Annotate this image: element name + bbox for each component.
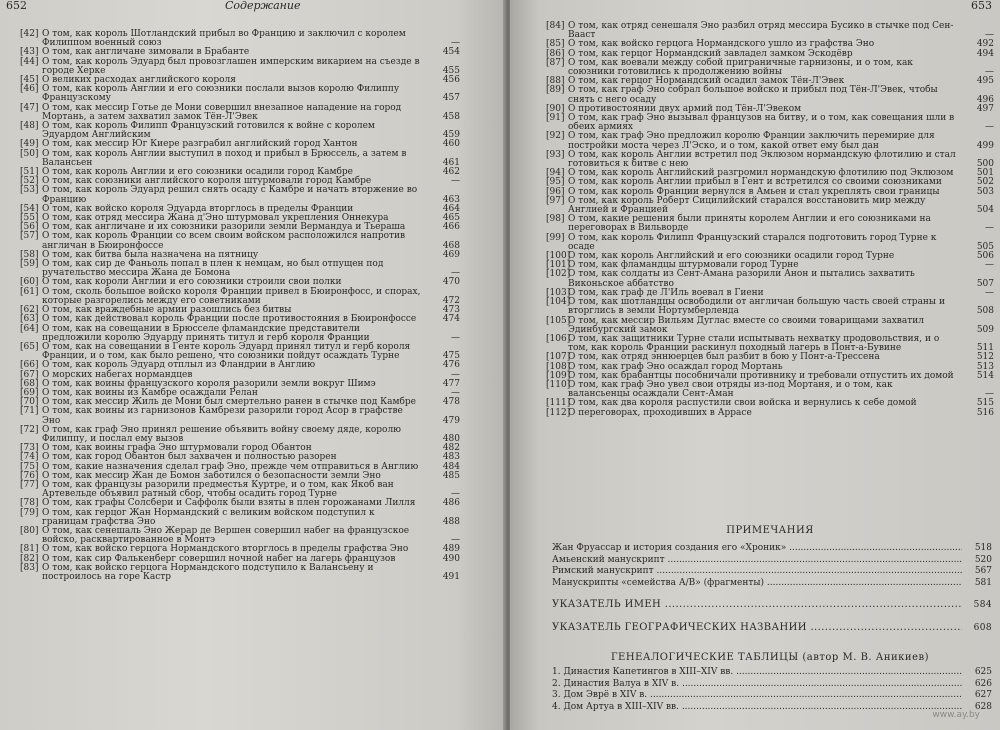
toc-entry-title: О том, как мессир Готье де Мони совершил внезапное нападение на город Мортань, а затем захватил замок Тён-Л'Эвек <box>42 102 402 122</box>
toc-entry-page: 484 <box>442 461 460 472</box>
toc-entry-page: 469 <box>442 249 460 260</box>
toc-entry-page: 457 <box>442 93 460 104</box>
genealogy-entry <box>552 690 992 702</box>
notes-list <box>552 543 992 589</box>
toc-entry-title: О том, как воины графа Эно штурмовали город Обантон <box>42 443 312 454</box>
toc-entry-number: [105] <box>546 315 571 326</box>
toc-entry-number: [55] <box>20 213 39 224</box>
toc-entry-number: [101] <box>546 260 571 271</box>
toc-entry <box>546 234 994 252</box>
note-entry <box>552 578 992 590</box>
toc-entry-title: О том, как битва была назначена на пятницу <box>42 249 259 260</box>
toc-entry-page: — <box>451 387 460 398</box>
toc-entry-page: 492 <box>976 39 994 50</box>
toc-entry-number: [46] <box>20 84 39 95</box>
toc-entry-title: О том, как король Англии встретил под Эклюзом нормандскую флотилию и стал готовиться к битве с нею <box>568 149 956 170</box>
toc-entry-page: — <box>985 122 994 133</box>
genealogy-entry-title: 3. Дом Эврё в XIV в. ..... <box>552 690 962 702</box>
toc-entry-page: 508 <box>976 306 994 317</box>
toc-entry-page: 515 <box>976 398 994 409</box>
toc-entry <box>546 22 994 40</box>
toc-entry-page: 483 <box>442 452 460 463</box>
toc-entry-title: О великих расходах английского короля <box>42 75 236 86</box>
genealogy-entry <box>552 679 992 691</box>
toc-entry-number: [44] <box>20 56 39 67</box>
toc-entry-title: О том, как герцог Нормандский завладел замком Эскодёвр <box>568 48 853 59</box>
note-entry-page: 520 <box>974 554 992 565</box>
toc-entry-number: [102] <box>546 269 571 280</box>
toc-entry-page: 482 <box>442 443 460 454</box>
toc-entry-number: [110] <box>546 379 571 390</box>
toc-entry-page: — <box>985 30 994 41</box>
toc-entry-title: О том, как король Филипп Французский старался подготовить город Турне к осаде <box>568 232 937 252</box>
toc-entry-title: О том, как воины из Камбре осаждали Релан <box>42 387 258 398</box>
toc-entry-number: [45] <box>20 75 39 86</box>
toc-entry <box>546 151 994 169</box>
toc-entry-page: — <box>451 489 460 500</box>
toc-entry-number: [51] <box>20 167 39 178</box>
genealogy-entry-page: 627 <box>974 690 992 700</box>
index-of-names-page: 584 <box>973 600 992 610</box>
toc-entry-page: 511 <box>976 343 994 354</box>
toc-entry-number: [88] <box>546 76 565 87</box>
toc-entry-number: [78] <box>20 498 39 509</box>
toc-entry <box>546 197 994 215</box>
toc-entry-number: [94] <box>546 168 565 179</box>
toc-entry-number: [92] <box>546 131 565 142</box>
toc-entry <box>546 298 994 316</box>
toc-entry <box>546 335 994 353</box>
toc-entry-title: О том, как граф де Л'Иль воевал в Гиени <box>568 287 764 298</box>
toc-entry-page: 479 <box>442 415 460 426</box>
toc-entry-number: [77] <box>20 479 39 490</box>
toc-entry-title: О том, как враждебные армии разошлись без битвы <box>42 305 292 316</box>
toc-entry-number: [82] <box>20 553 39 564</box>
toc-entry-number: [91] <box>546 113 565 124</box>
toc-entry <box>20 325 460 343</box>
toc-entry-page: — <box>451 176 460 187</box>
toc-entry-title: О том, как король Филипп Французский готовился к войне с королем Эдуардом Английским <box>42 121 375 141</box>
toc-entry-number: [75] <box>20 461 39 472</box>
toc-entry-title: О том, как воины из гарнизонов Камбрези разорили город Асор в графстве Эно <box>42 406 403 426</box>
index-of-places <box>552 622 992 634</box>
toc-entry-title: О том, как король Английский и его союзники осадили город Турне <box>568 251 895 262</box>
toc-entry-title: О том, как действовал король Франции после противостояния в Бюиронфоссе <box>42 314 417 325</box>
toc-entry-page: 480 <box>442 433 460 444</box>
watermark: www.ay.by <box>932 710 980 720</box>
toc-entry-title: О том, как король Англии и его союзники послали вызов королю Филиппу Французскому <box>42 84 400 104</box>
toc-entry-title: О том, как два короля распустили свои войска и вернулись к себе домой <box>568 398 917 409</box>
toc-entry-title: О том, как союзники английского короля штурмовали город Камбре <box>42 176 372 187</box>
toc-entry-number: [72] <box>20 424 39 435</box>
toc-entry-page: 473 <box>442 305 460 316</box>
toc-entry <box>20 186 460 204</box>
toc-entry-title: О том, как сенешаль Эно Жерар де Вершен совершил набег на французское войско, расквартированное в Монтэ <box>42 525 410 546</box>
toc-entry <box>546 215 994 233</box>
toc-entry-number: [73] <box>20 443 39 454</box>
toc-entry-number: [66] <box>20 360 39 371</box>
toc-entry-title: О том, как мессир Юг Киере разграбил английский город Хантон <box>42 139 358 150</box>
toc-entry-page: — <box>451 535 460 546</box>
toc-entry-number: [90] <box>546 103 565 114</box>
index-of-names-label: УКАЗАТЕЛЬ ИМЕН ..... <box>552 599 962 611</box>
toc-entry-page: 485 <box>442 470 460 481</box>
toc-entry <box>20 407 460 425</box>
toc-entry-number: [100] <box>546 251 571 262</box>
toc-entry-page: 496 <box>976 94 994 105</box>
toc-entry-number: [50] <box>20 148 39 159</box>
toc-entry-page: 460 <box>442 139 460 150</box>
toc-entry-title: О том, как брабантцы пособничали противнику и требовали отпустить их домой <box>568 370 954 381</box>
toc-entry <box>546 270 994 288</box>
toc-entry <box>20 85 460 103</box>
toc-entry-page: — <box>985 389 994 400</box>
toc-entry-page: 500 <box>976 159 994 170</box>
toc-entry-title: О том, как войско короля Эдуарда вторглось в пределы Франции <box>42 203 354 214</box>
toc-entry-number: [59] <box>20 259 39 270</box>
toc-entry-title: О том, как король Эдуард был провозглашен имперским викарием на съезде в городе Херке <box>42 56 420 76</box>
toc-entry <box>20 564 460 582</box>
toc-entry-page: 477 <box>442 378 460 389</box>
genealogy-heading: ГЕНЕАЛОГИЧЕСКИЕ ТАБЛИЦЫ (автор М. В. Аникиев) <box>610 652 930 663</box>
toc-entry-page: 516 <box>976 407 994 418</box>
note-entry-page: 518 <box>974 543 992 553</box>
note-entry-page: 567 <box>974 566 992 576</box>
toc-entry-title: О том, как отряд сенешаля Эно разбил отряд мессира Бусико в стычке под Сен-Вааст <box>568 21 954 41</box>
toc-entry-page: 454 <box>442 47 460 58</box>
toc-entry-title: О том, какие назначения сделал граф Эно, прежде чем отправиться в Англию <box>42 461 419 472</box>
toc-entry-page: 459 <box>442 130 460 141</box>
toc-entry-number: [86] <box>546 48 565 59</box>
toc-entry-page: — <box>985 287 994 298</box>
toc-entry-number: [109] <box>546 370 571 381</box>
toc-entry-title: О том, как короли Англии и его союзники строили свои полки <box>42 277 342 288</box>
toc-entry-title: О том, как графы Солсбери и Саффолк были взяты в плен горожанами Лилля <box>42 498 416 509</box>
toc-entry-number: [85] <box>546 39 565 50</box>
toc-entry-title: О том, как король Эдуард решил снять осаду с Камбре и начать вторжение во Францию <box>42 185 418 205</box>
toc-entry-title: О том, как французы разорили предместья Куртре, и о том, как Якоб ван Артевельде объявил ратный сбор, чтобы осадить город Турне <box>42 479 394 500</box>
toc-entry-title: О том, как герцог Нормандский осадил замок Тён-Л'Эвек <box>568 76 845 87</box>
toc-entry-page: 463 <box>442 194 460 205</box>
toc-entry-title: О том, как король Англии прибыл в Гент и встретился со своими союзниками <box>568 177 942 188</box>
toc-entry-number: [103] <box>546 287 571 298</box>
toc-entry-title: О том, как отряд эннюерцев был разбит в бою у Понт-а-Трессена <box>568 352 880 363</box>
toc-entry <box>20 150 460 168</box>
toc-entry-title: О том, как солдаты из Сент-Амана разорили Анон и пытались захватить Виконьское аббатство <box>568 269 915 289</box>
toc-entry-title: О том, как на совещании в Брюсселе фламандские представители предложили королю Эдуарду принять титул и герб короля Франции <box>42 323 370 343</box>
toc-entry-title: О том, как англичане зимовали в Брабанте <box>42 47 250 58</box>
toc-entry-number: [79] <box>20 507 39 518</box>
toc-entry-number: [49] <box>20 139 39 150</box>
toc-entry-number: [83] <box>20 562 39 573</box>
toc-entry-number: [64] <box>20 323 39 334</box>
toc-entry-title: О том, как граф Эно увел свои отряды из-под Мортаня, и о том, как валансьенцы осаждали Сент-Аман <box>568 379 893 400</box>
toc-entry-page: — <box>985 223 994 234</box>
toc-entry-title: О том, как граф Эно собрал большое войско и прибыл под Тён-Л'Эвек, чтобы снять с него осаду <box>568 85 938 105</box>
toc-entry-number: [93] <box>546 149 565 160</box>
toc-entry-number: [69] <box>20 387 39 398</box>
toc-entry <box>20 58 460 76</box>
toc-entry-number: [54] <box>20 203 39 214</box>
toc-entry-page: — <box>451 268 460 279</box>
note-entry <box>552 543 992 555</box>
toc-entry-title: О том, как воины французского короля разорили земли вокруг Шимэ <box>42 378 376 389</box>
genealogy-entry-page: 626 <box>974 678 992 689</box>
toc-entry-page: 512 <box>976 352 994 363</box>
toc-entry <box>20 527 460 545</box>
toc-entry-number: [104] <box>546 297 571 308</box>
toc-entry-title: О том, как город Обантон был захвачен и полностью разорен <box>42 452 337 463</box>
toc-entry <box>20 509 460 527</box>
index-of-places-page: 608 <box>973 623 992 633</box>
toc-entry-title: О том, как на совещании в Генте король Эдуард принял титул и герб короля Франции, и о том, как было решено, что союзники пойдут осаждать Турне <box>42 341 411 362</box>
toc-entry-title: О том, как фламандцы штурмовали город Турне <box>568 260 799 271</box>
notes-heading: ПРИМЕЧАНИЯ <box>726 525 814 536</box>
genealogy-entry-page: 628 <box>974 701 992 712</box>
toc-entry-page: 478 <box>442 397 460 408</box>
toc-entry-number: [97] <box>546 195 565 206</box>
toc-entry-page: 468 <box>442 240 460 251</box>
toc-entry-number: [89] <box>546 85 565 96</box>
toc-entry <box>546 86 994 104</box>
toc-entry <box>546 317 994 335</box>
toc-entry-page: — <box>451 38 460 49</box>
toc-entry-page: 464 <box>442 203 460 214</box>
toc-entry-number: [96] <box>546 186 565 197</box>
toc-entry-title: О том, как король Англии выступил в поход и прибыл в Брюссель, а затем в Валансьен <box>42 148 407 168</box>
toc-entry-title: О том, как мессир Жиль де Мони был смертельно ранен в стычке под Камбре <box>42 397 417 408</box>
toc-entry-page: 462 <box>442 167 460 178</box>
toc-entry-title: О том, как сир Фалькенберг совершил ночной набег на лагерь французов <box>42 553 396 564</box>
toc-entry-title: О том, как мессир Жан де Бомон заботился о безопасности земли Эно <box>42 470 381 481</box>
toc-entry-title: О том, как войско герцога Нормандского ушло из графства Эно <box>568 39 875 50</box>
toc-entry-number: [106] <box>546 333 571 344</box>
toc-entry-title: О том, как король Франции со всем своим войском расположился напротив англичан в Бюиронфоссе <box>42 231 406 251</box>
toc-entry-page: 474 <box>442 314 460 325</box>
toc-entry <box>546 132 994 150</box>
toc-entry-number: [43] <box>20 47 39 58</box>
toc-entry-number: [74] <box>20 452 39 463</box>
toc-entry-number: [65] <box>20 341 39 352</box>
toc-entry-page: 456 <box>442 75 460 86</box>
toc-entry-number: [81] <box>20 544 39 555</box>
toc-entry-page: 494 <box>976 48 994 59</box>
genealogy-entry <box>552 667 992 679</box>
toc-entry-title: О том, как король Эдуард отплыл из Фландрии в Англию <box>42 360 316 371</box>
toc-entry-title: О том, как граф Эно осаждал город Мортань <box>568 361 783 372</box>
toc-entry-number: [107] <box>546 352 571 363</box>
toc-entry-title: О морских набегах нормандцев <box>42 369 193 380</box>
toc-entry-number: [48] <box>20 121 39 132</box>
toc-entry <box>546 381 994 399</box>
toc-entry-number: [111] <box>546 398 571 409</box>
toc-entry-title: О том, как отряд мессира Жана д'Эно штурмовал укрепления Оннекура <box>42 213 389 224</box>
toc-entry-number: [87] <box>546 57 565 68</box>
toc-entry-title: О том, как англичане и их союзники разорили земли Вермандуа и Тьераша <box>42 222 406 233</box>
toc-entry-title: О том, как войско герцога Нормандского вторглось в пределы графства Эно <box>42 544 409 555</box>
toc-entry <box>20 260 460 278</box>
toc-entry <box>20 30 460 48</box>
toc-entry-page: 472 <box>442 295 460 306</box>
toc-entry-number: [95] <box>546 177 565 188</box>
toc-entry-page: 502 <box>976 177 994 188</box>
toc-entry-page: 504 <box>976 205 994 216</box>
toc-entry <box>20 122 460 140</box>
genealogy-entry-title: 4. Дом Артуа в XIII–XIV вв. ..... <box>552 702 962 714</box>
toc-entry-number: [112] <box>546 407 571 418</box>
toc-entry-page: 499 <box>976 140 994 151</box>
toc-entry-number: [71] <box>20 406 39 417</box>
toc-entry-title: О том, как мессир Вильям Дуглас вместе со своими товарищами захватил Эдинбургский замок <box>568 315 924 335</box>
toc-entry-page: 455 <box>442 65 460 76</box>
toc-entry-title: О противостоянии двух армий под Тён-Л'Эвеком <box>568 103 802 114</box>
toc-entry-number: [80] <box>20 525 39 536</box>
toc-entry-number: [62] <box>20 305 39 316</box>
toc-entry-page: 497 <box>976 103 994 114</box>
toc-entry-page: 509 <box>976 324 994 335</box>
toc-entry-page: 488 <box>442 516 460 527</box>
toc-entry-page: 465 <box>442 213 460 224</box>
toc-entry-page: — <box>451 369 460 380</box>
toc-entry-title: О том, как шотландцы освободили от англичан большую часть своей страны и вторглись в земли Нортумберленда <box>568 297 945 317</box>
toc-entry-number: [68] <box>20 378 39 389</box>
page-number-left: 652 <box>6 0 27 12</box>
toc-entry-number: [67] <box>20 369 39 380</box>
note-entry <box>552 555 992 567</box>
toc-entry <box>20 343 460 361</box>
right-page <box>510 0 1000 730</box>
toc-entry-page: 503 <box>976 186 994 197</box>
toc-entry-title: О том, как король Английский разгромил нормандскую флотилию под Эклюзом <box>568 168 954 179</box>
toc-entry <box>546 114 994 132</box>
toc-entry-title: О том, как граф Эно вызывал французов на битву, и о том, как совещания шли в обеих армиях <box>568 113 955 133</box>
toc-entry-title: О переговорах, проходивших в Аррасе <box>568 407 752 418</box>
toc-entry-number: [60] <box>20 277 39 288</box>
toc-entry-number: [42] <box>20 29 39 39</box>
toc-entry-page: 513 <box>976 361 994 372</box>
toc-entry-number: [98] <box>546 214 565 225</box>
toc-entry-title: О том, как воевали между собой приграничные гарнизоны, и о том, как союзники готовились к продолжению войны <box>568 57 913 78</box>
toc-entry-title: О том, как король Англии и его союзники осадили город Камбре <box>42 167 354 178</box>
genealogy-entry <box>552 702 992 714</box>
toc-entry-number: [53] <box>20 185 39 196</box>
toc-entry-title: О том, сколь большое войско короля Франции привел в Бюиронфосс, и спорах, которые разгорелись между его советниками <box>42 286 421 306</box>
toc-entry-title: О том, как король Шотландский прибыл во Францию и заключил с королем Филиппом военный союз <box>42 29 406 49</box>
toc-entry-page: 476 <box>442 360 460 371</box>
toc-entry-number: [70] <box>20 397 39 408</box>
note-entry-page: 581 <box>974 577 992 588</box>
toc-entry-page: 486 <box>442 498 460 509</box>
index-of-names <box>552 599 992 611</box>
toc-entry-number: [99] <box>546 232 565 243</box>
toc-entry-page: 475 <box>442 351 460 362</box>
genealogy-entry-title: 1. Династия Капетингов в XIII–XIV вв. ..... <box>552 667 962 679</box>
toc-entry-number: [108] <box>546 361 571 372</box>
toc-entry-page: 501 <box>976 168 994 179</box>
toc-entry-title: О том, как граф Эно принял решение объявить войну своему дяде, королю Филиппу, и послал ему вызов <box>42 424 402 444</box>
note-entry-title: Римский манускрипт ..... <box>552 566 962 578</box>
toc-entry-page: 458 <box>442 111 460 122</box>
index-of-places-label: УКАЗАТЕЛЬ ГЕОГРАФИЧЕСКИХ НАЗВАНИЙ ..... <box>552 622 962 634</box>
toc-entry-title: О том, как защитники Турне стали испытывать нехватку продовольствия, и о том, как король Франции раскинул походный лагерь в Понт-а-Бувине <box>568 333 940 354</box>
toc-entry-page: 495 <box>976 76 994 87</box>
toc-entry <box>546 59 994 77</box>
toc-entry-page: 506 <box>976 251 994 262</box>
genealogy-entry-page: 625 <box>974 667 992 677</box>
toc-entry-page: 461 <box>442 157 460 168</box>
toc-entry <box>20 481 460 499</box>
toc-left <box>20 30 460 582</box>
toc-entry-page: 491 <box>442 571 460 582</box>
toc-entry <box>546 409 994 418</box>
toc-entry <box>20 232 460 250</box>
page-number-right: 653 <box>971 0 992 12</box>
toc-entry <box>20 288 460 306</box>
toc-entry-title: О том, как войско герцога Нормандского подступило к Валансьену и построилось на горе Кастр <box>42 562 374 582</box>
toc-entry-page: — <box>451 332 460 343</box>
toc-entry-number: [58] <box>20 249 39 260</box>
toc-entry-title: О том, как граф Эно предложил королю Франции заключить перемирие для постройки моста через Л'Эско, и о том, какой ответ ему был дан <box>568 131 935 151</box>
toc-entry-page: 466 <box>442 222 460 233</box>
toc-entry <box>20 426 460 444</box>
toc-right <box>546 22 994 418</box>
toc-entry-number: [76] <box>20 470 39 481</box>
toc-entry-page: 507 <box>976 278 994 289</box>
note-entry <box>552 566 992 578</box>
toc-entry-number: [57] <box>20 231 39 242</box>
toc-entry-title: О том, как герцог Жан Нормандский с великим войском подступил к границам графства Эно <box>42 507 375 527</box>
toc-entry-title: О том, какие решения были приняты королем Англии и его союзниками на переговорах в Вильворде <box>568 214 931 234</box>
toc-entry-page: 490 <box>442 553 460 564</box>
toc-entry-page: 489 <box>442 544 460 555</box>
toc-entry-page: 505 <box>976 241 994 252</box>
toc-entry-page: — <box>985 260 994 271</box>
toc-entry-title: О том, как сир де Фаньоль попал в плен к немцам, но был отпущен под ручательство мессира Жана де Бомона <box>42 259 384 279</box>
toc-entry-page: 470 <box>442 277 460 288</box>
toc-entry-title: О том, как король Франции вернулся в Амьен и стал укреплять свои границы <box>568 186 940 197</box>
toc-entry-number: [84] <box>546 21 565 31</box>
note-entry-title: Жан Фруассар и история создания его «Хроник» ..... <box>552 543 962 555</box>
genealogy-entry-title: 2. Династия Валуа в XIV в. ..... <box>552 679 962 691</box>
toc-entry <box>20 104 460 122</box>
note-entry-title: Манускрипты «семейства А/В» (фрагменты) ..... <box>552 578 962 590</box>
toc-entry-number: [61] <box>20 286 39 297</box>
toc-entry-page: — <box>985 67 994 78</box>
genealogy-list <box>552 667 992 713</box>
toc-entry-number: [63] <box>20 314 39 325</box>
toc-entry-title: О том, как король Роберт Сицилийский старался восстановить мир между Англией и Францией <box>568 195 926 216</box>
note-entry-title: Амьенский манускрипт ..... <box>552 555 962 567</box>
toc-entry-number: [52] <box>20 176 39 187</box>
toc-entry-page: 514 <box>976 370 994 381</box>
toc-entry-number: [56] <box>20 222 39 233</box>
running-title-left: Содержание <box>225 0 301 12</box>
toc-entry-number: [47] <box>20 102 39 113</box>
